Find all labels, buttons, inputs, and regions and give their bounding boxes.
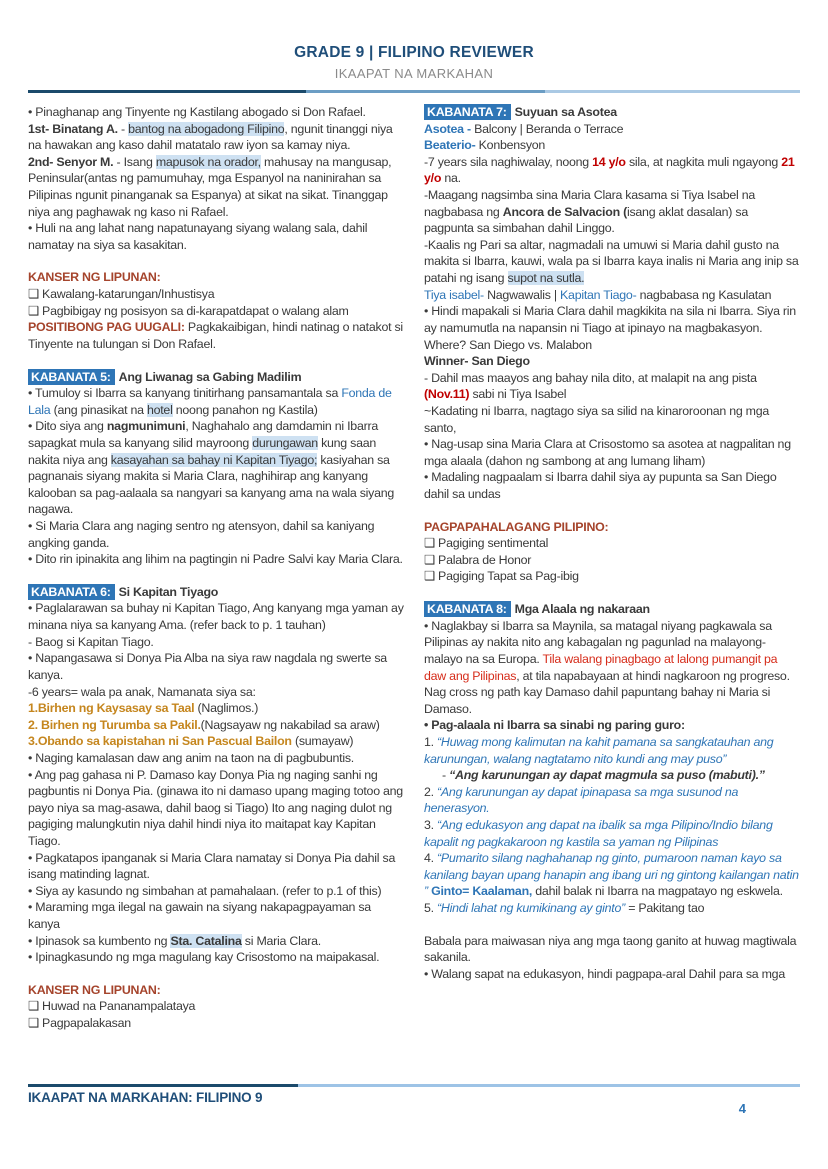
text-run: ❑ Pagiging Tapat sa Pag-ibig	[424, 569, 579, 584]
paragraph	[424, 436, 800, 469]
paragraph	[28, 767, 404, 850]
text-run: -Maagang nagsimba sina Maria Clara kasama si Tiya Isabel na nagbabasa ng	[424, 188, 755, 219]
text-run: KANSER NG LIPUNAN:	[28, 270, 161, 285]
paragraph	[28, 933, 404, 950]
paragraph	[424, 933, 800, 966]
text-run: Suyuan sa Asotea	[514, 105, 617, 119]
paragraph	[28, 717, 404, 734]
right-column	[424, 104, 800, 1032]
text-run: • Madaling nagpaalam si Ibarra dahil siya ay pupunta sa San Diego dahil sa undas	[424, 470, 777, 502]
text-run: , ngunit tinanggi niya na hawakan ang kaso dahil matatalo raw iyon sa kamay niya.	[28, 121, 393, 153]
text-run: ~Kadating ni Ibarra, nagtago siya sa silid na kinaroroonan ng mga santo,	[424, 403, 770, 435]
page-footer	[28, 1084, 800, 1116]
text-run: Winner- San Diego	[424, 354, 530, 369]
text-run: ❑ Pagiging sentimental	[424, 536, 549, 551]
text-run: sila, at nagkita muli ngayong	[625, 154, 782, 169]
text-run: (Naglimos.)	[194, 701, 259, 716]
text-run: • Paglalarawan sa buhay ni Kapitan Tiago, Ang kanyang mga yaman ay minana niya sa kanyang Ama. (refer back to p. 1 tauhan)	[28, 601, 404, 633]
paragraph	[28, 733, 404, 750]
text-run: sabi ni Tiya Isabel	[469, 387, 567, 402]
checklist-item	[424, 568, 800, 585]
text-run: • Ipinagkasundo ng mga magulang kay Crisostomo na maipakasal.	[28, 950, 380, 965]
text-run: • Si Maria Clara ang naging sentro ng atensyon, dahil sa kaniyang angking ganda.	[28, 519, 375, 550]
paragraph-gap	[424, 917, 800, 933]
paragraph	[424, 966, 800, 983]
checklist-item	[28, 286, 404, 303]
text-run: Where? San Diego vs. Malabon	[424, 337, 592, 352]
text-run: hotel	[146, 402, 173, 417]
paragraph	[28, 850, 404, 883]
paragraph	[28, 220, 404, 253]
paragraph	[424, 717, 800, 734]
text-run: • Maraming mga ilegal na gawain na siyang nakapagpayaman sa kanya	[28, 900, 371, 932]
text-run: Kapitan Tiago-	[560, 287, 637, 302]
text-run: 2.	[424, 784, 438, 799]
text-run: kasayahan sa bahay ni Kapitan Tiyago;	[110, 452, 318, 467]
paragraph	[28, 684, 404, 701]
checklist-item	[424, 552, 800, 569]
paragraph	[424, 900, 800, 917]
text-run: kasiyahan sa pagnanais siyang makita si Maria Clara, naghihirap ang kanyang kalooban sa pag-aalaala sa nangyari sa kanyang ama na wala siyang nagawa.	[28, 452, 395, 517]
text-run: • Hindi mapakali si Maria Clara dahil magkikita na sila ni Ibarra. Siya rin ay namumutla na napansin ni Tiago at ipinayo na magbakasyon.	[424, 304, 796, 335]
text-run: Sta. Catalina	[170, 933, 242, 948]
text-run: • Dito siya ang	[28, 419, 107, 434]
paragraph	[424, 154, 800, 187]
text-run: • Naglakbay si Ibarra sa Maynila, sa matagal niyang pagkawala sa Pilipinas ay nakita nito ang kabagalan ng pagunlad na malayong-malayo na sa Europa.	[424, 618, 772, 666]
text-run: -7 years sila naghiwalay, noong	[424, 154, 593, 169]
text-run: • Napangasawa si Donya Pia Alba na siya raw nagdala ng swerte sa kanya.	[28, 651, 387, 682]
text-run: ❑ Pagpapalakasan	[28, 1016, 131, 1031]
paragraph	[28, 418, 404, 518]
checklist-item	[28, 998, 404, 1015]
chapter-label: KABANATA 6:	[28, 584, 115, 600]
paragraph-gap	[424, 503, 800, 519]
text-run: Ancora de Salvacion (	[502, 204, 627, 219]
paragraph	[28, 104, 404, 121]
chapter-label: KABANATA 5:	[28, 369, 115, 385]
text-run: • Ang pag gahasa ni P. Damaso kay Donya Pia ng naging sanhi ng pagbuntis ni Donya Pia. (ginawa ito ni damaso upang maging totoo ang payo niya sa mag-asawa, dahil baog si Tiago) Ito ang naging dulot ng pagiging malungkutin niya dahil hindi niya ito maitapat kay Kapitan Tiago.	[28, 767, 403, 848]
chapter-heading	[28, 369, 404, 386]
text-run: bantog na abogadong Filipino	[128, 121, 285, 136]
text-run: • Huli na ang lahat nang napatunayang siyang walang sala, dahil namatay na siya sa kasakitan.	[28, 221, 368, 252]
text-run: Konbensyon	[475, 138, 546, 153]
paragraph	[28, 551, 404, 568]
text-run: Ginto= Kaalaman,	[431, 884, 533, 899]
text-run: = Pakitang tao	[625, 901, 705, 916]
page-number: 4	[738, 1101, 746, 1116]
text-run: • Pag-alaala ni Ibarra sa sinabi ng paring guro:	[424, 718, 685, 733]
text-run: 1.	[424, 734, 438, 749]
footer-label: IKAAPAT NA MARKAHAN: FILIPINO 9	[28, 1090, 263, 1105]
paragraph	[424, 850, 800, 900]
chapter-label: KABANATA 8:	[424, 601, 511, 617]
text-run: • Dito rin ipinakita ang lihim na pagtingin ni Padre Salvi kay Maria Clara.	[28, 552, 403, 567]
paragraph	[28, 700, 404, 717]
text-run: ❑ Huwad na Pananampalataya	[28, 999, 196, 1014]
paragraph	[28, 154, 404, 220]
text-run: , Naghahalo ang damdamin ni Ibarra sapagkat mula sa kanyang silid mayroong	[28, 419, 378, 450]
text-run: dahil balak ni Ibarra na magpatayo ng eskwela.	[532, 884, 783, 899]
text-run: 3.	[424, 817, 438, 832]
text-run: ❑ Kawalang-katarungan/Inhustisya	[28, 287, 215, 302]
checklist-item	[28, 303, 404, 320]
checklist-item	[424, 535, 800, 552]
paragraph	[28, 949, 404, 966]
paragraph	[424, 784, 800, 817]
page-header	[0, 0, 828, 81]
text-run: kung saan nakita niya ang	[28, 435, 377, 467]
text-run: mapusok na orador,	[155, 154, 261, 169]
text-run: Si Kapitan Tiyago	[118, 584, 219, 599]
paragraph	[28, 600, 404, 633]
paragraph	[28, 634, 404, 651]
section-heading	[28, 269, 404, 286]
text-run: Pagkakaibigan, hindi natinag o natakot si Tinyente na tulungan si Don Rafael.	[28, 320, 403, 351]
text-run: “Ang edukasyon ang dapat na ibalik sa mga Pilipino/Indio bilang kapalit ng pagkakaroon ng kastila sa yaman ng Pilipinas	[424, 817, 773, 849]
text-run: Ang Liwanag sa Gabing Madilim	[118, 369, 302, 384]
text-run: “Hindi lahat ng kumikinang ay ginto”	[437, 901, 626, 916]
text-run: na.	[441, 171, 461, 186]
text-run: • Nag-usap sina Maria Clara at Crisostomo sa asotea at nagpalitan ng mga alaala (dahon ng sambong at ang lumang liham)	[424, 437, 791, 468]
paragraph	[424, 121, 800, 138]
paragraph	[28, 750, 404, 767]
text-run: “Pumarito silang naghahanap ng ginto, pumaroon naman kayo sa kanilang bayan upang hanapin ang ibang uri ng gintong kailangan natin ”	[424, 851, 799, 899]
text-run: nagmunimuni	[106, 419, 186, 434]
text-run: • Siya ay kasundo ng simbahan at pamahalaan. (refer to p.1 of this)	[28, 883, 382, 898]
paragraph-gap	[424, 585, 800, 601]
paragraph-gap	[28, 966, 404, 982]
text-run: - Dahil mas maayos ang bahay nila dito, at malapit na ang pista	[424, 370, 757, 385]
paragraph	[424, 137, 800, 154]
document-title: GRADE 9 | FILIPINO REVIEWER	[294, 44, 534, 61]
text-run: POSITIBONG PAG UUGALI:	[28, 320, 185, 335]
paragraph	[424, 734, 800, 767]
text-run: Babala para maiwasan niya ang mga taong ganito at huwag magtiwala sakanila.	[424, 933, 797, 965]
text-run: • Naging kamalasan daw ang anim na taon na di pagbubuntis.	[28, 750, 354, 765]
text-run: Tila walang pinagbago at lalong pumangit pa daw ang Pilipinas	[424, 651, 778, 683]
text-run: 21 y/o	[424, 154, 795, 186]
paragraph	[28, 385, 404, 418]
text-run: • Ipinasok sa kumbento ng	[28, 933, 171, 948]
text-run: 14 y/o	[592, 154, 626, 169]
text-run: durungawan	[252, 435, 318, 450]
paragraph	[28, 650, 404, 683]
paragraph-gap	[28, 253, 404, 269]
text-run: • Walang sapat na edukasyon, hindi pagpapa-aral Dahil para sa mga	[424, 966, 785, 981]
paragraph	[424, 767, 800, 784]
text-run: si Maria Clara.	[241, 933, 321, 948]
paragraph	[424, 237, 800, 287]
paragraph	[424, 469, 800, 502]
text-run: “Ang karunungan ay dapat ipinapasa sa mga susunod na henerasyon.	[424, 784, 739, 816]
text-run: (sumayaw)	[291, 734, 354, 749]
footer-divider	[28, 1084, 800, 1087]
content-columns	[0, 93, 828, 1032]
text-run: -6 years= wala pa anak, Namanata siya sa:	[28, 684, 256, 699]
text-run: -	[117, 121, 129, 136]
document-subtitle: IKAAPAT NA MARKAHAN	[334, 66, 494, 81]
paragraph	[424, 370, 800, 403]
left-column	[28, 104, 404, 1032]
paragraph	[424, 303, 800, 336]
section-heading	[424, 519, 800, 536]
paragraph	[424, 337, 800, 354]
paragraph	[28, 518, 404, 551]
chapter-heading	[424, 104, 800, 121]
paragraph-gap	[28, 568, 404, 584]
text-run: 3.Obando sa kapistahan ni San Pascual Bailon	[28, 734, 292, 749]
text-run: -Kaalis ng Pari sa altar, nagmadali na umuwi si Maria dahil gusto na makita si Ibarra, kauwi, wala pa si Ibarra kaya inalis ni Maria ang inip sa patahi ng isang	[424, 237, 799, 286]
text-run: nagbabasa ng Kasulatan	[636, 287, 772, 302]
text-run: 1st- Binatang A.	[28, 121, 118, 136]
text-run: Balcony | Beranda o Terrace	[470, 121, 624, 136]
text-run: supot na sutla.	[507, 271, 585, 286]
text-run: 2nd- Senyor M.	[28, 154, 114, 169]
text-run: noong panahon ng Kastila)	[172, 402, 318, 417]
text-run: PAGPAPAHALAGANG PILIPINO:	[424, 519, 609, 534]
checklist-item	[28, 1015, 404, 1032]
text-run: 4.	[424, 851, 438, 866]
text-run: (Nagsayaw ng nakabilad sa araw)	[200, 717, 380, 732]
text-run: , at tila napabayaan at hindi nagkaroon ng progreso. Nag cross ng path kay Damaso dahil papuntang bahay ni Maria si Damaso.	[424, 668, 790, 716]
chapter-heading	[28, 584, 404, 601]
paragraph	[424, 287, 800, 304]
text-run: (ang pinasikat na	[50, 402, 147, 417]
text-run: “Huwag mong kalimutan na kahit pamana sa sangkatauhan ang karunungan, walang nagtatamo nito kundi ang may puso”	[424, 734, 774, 766]
paragraph	[424, 403, 800, 436]
text-run: • Tumuloy si Ibarra sa kanyang tinitirhang pansamantala sa	[28, 386, 342, 401]
text-run: mahusay na mangusap, Peninsular(antas ng pamumuhay, mga Espanyol na naninirahan sa Pilipinas ngunit pinanganak sa Espanya) at sikat na sikat. Tinanggap niya ang paghawak ng kaso ni Rafael.	[28, 154, 392, 219]
paragraph	[424, 187, 800, 237]
text-run: Tiya isabel-	[424, 287, 484, 302]
text-run: isang aklat dasalan) sa pagpunta sa simbahan dahil Linggo.	[424, 204, 748, 236]
text-run: • Pinaghanap ang Tinyente ng Kastilang abogado si Don Rafael.	[28, 105, 366, 119]
chapter-label: KABANATA 7:	[424, 104, 511, 120]
text-run: - Isang	[113, 154, 156, 169]
text-run: Asotea -	[424, 121, 471, 136]
text-run: “Ang karunungan ay dapat magmula sa puso (mabuti).”	[449, 768, 765, 783]
text-run: - Baog si Kapitan Tiago.	[28, 634, 154, 649]
text-run: Mga Alaala ng nakaraan	[514, 602, 650, 617]
text-run: 5.	[424, 901, 438, 916]
paragraph	[28, 883, 404, 900]
text-run: 1.Birhen ng Kaysasay sa Taal	[28, 701, 195, 716]
text-run: KANSER NG LIPUNAN:	[28, 982, 161, 997]
text-run: ❑ Palabra de Honor	[424, 552, 532, 567]
text-run: • Pagkatapos ipanganak si Maria Clara namatay si Donya Pia dahil sa isang matinding lagnat.	[28, 850, 396, 882]
chapter-heading	[424, 601, 800, 618]
paragraph	[28, 899, 404, 932]
paragraph-gap	[28, 353, 404, 369]
text-run: 2. Birhen ng Turumba sa Pakil.	[28, 717, 201, 732]
section-heading	[28, 319, 404, 352]
text-run: -	[442, 768, 450, 783]
paragraph	[424, 817, 800, 850]
text-run: (Nov.11)	[424, 387, 470, 402]
text-run: Nagwawalis |	[483, 287, 561, 302]
text-run: Fonda de Lala	[28, 386, 392, 417]
text-run: Beaterio-	[424, 138, 476, 153]
section-heading	[28, 982, 404, 999]
paragraph	[28, 121, 404, 154]
text-run: ❑ Pagbibigay ng posisyon sa di-karapatdapat o walang alam	[28, 303, 349, 318]
paragraph	[424, 353, 800, 370]
paragraph	[424, 618, 800, 718]
